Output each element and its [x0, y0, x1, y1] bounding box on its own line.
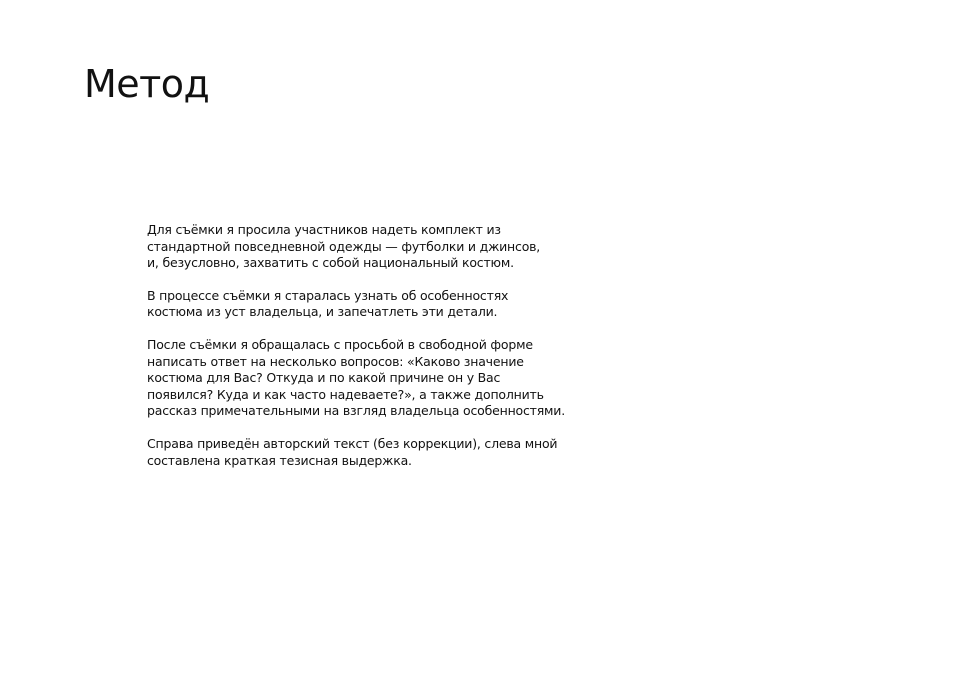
- page-title: Метод: [84, 62, 210, 106]
- text-line: и, безусловно, захватить с собой национальный костюм.: [147, 255, 514, 271]
- text-line: Справа приведён авторский текст (без коррекции), слева мной: [147, 435, 558, 451]
- text-line: написать ответ на несколько вопросов: «Каково значение: [147, 353, 524, 369]
- text-line: рассказ примечательными на взгляд владельца особенностями.: [147, 403, 565, 419]
- text-line: После съёмки я обращалась с просьбой в свободной форме: [147, 336, 533, 352]
- paragraph-2: [147, 288, 607, 321]
- text-line: появился? Куда и как часто надеваете?», а также дополнить: [147, 386, 544, 402]
- paragraph-1: [147, 222, 607, 272]
- text-line: Для съёмки я просила участников надеть комплект из: [147, 222, 501, 237]
- body-text: [147, 222, 607, 485]
- paragraph-3: [147, 337, 607, 420]
- text-line: В процессе съёмки я старалась узнать об особенностях: [147, 287, 509, 303]
- text-line: костюма для Вас? Откуда и по какой причине он у Вас: [147, 370, 501, 386]
- text-line: костюма из уст владельца, и запечатлеть эти детали.: [147, 304, 498, 320]
- text-line: стандартной повседневной одежды — футболки и джинсов,: [147, 238, 541, 254]
- paragraph-4: [147, 436, 607, 469]
- text-line: составлена краткая тезисная выдержка.: [147, 452, 412, 468]
